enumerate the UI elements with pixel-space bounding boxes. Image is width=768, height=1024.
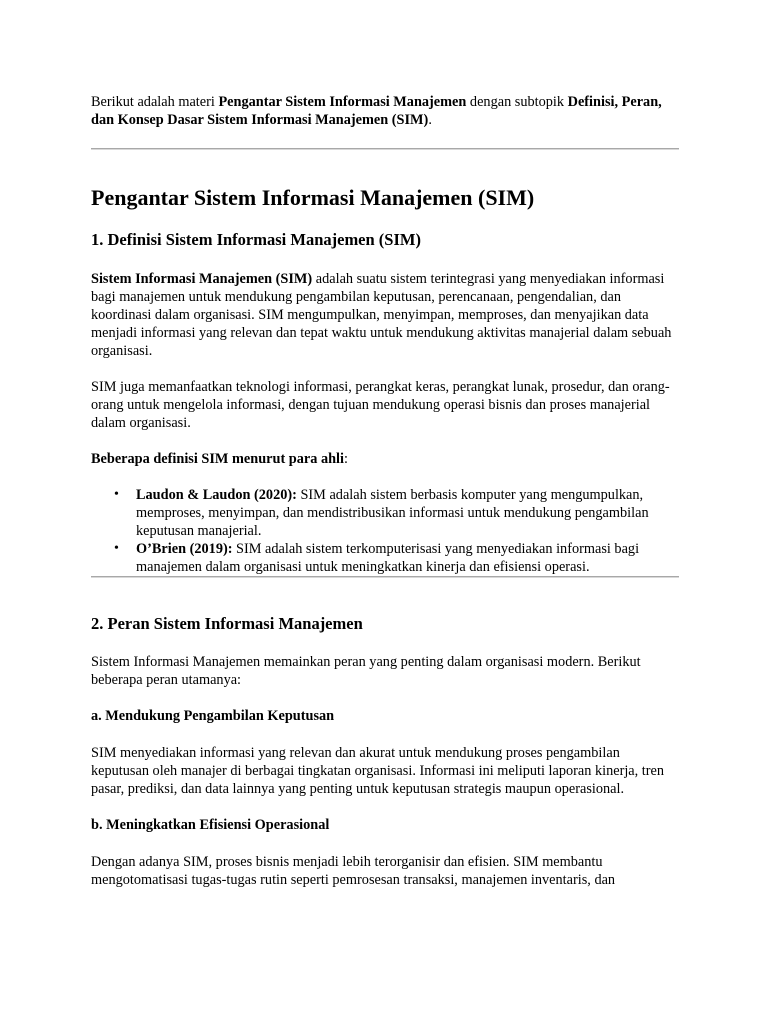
subsection-a-heading: a. Mendukung Pengambilan Keputusan [91,708,335,724]
section1-paragraph-1-text: adalah suatu sistem terintegrasi yang menyediakan informasi bagi manajemen untuk mendukung pengambilan keputusan, perencanaan, pengendalian, dan koordinasi dalam organisasi. SIM mengumpulkan, menyimpan, memproses, dan menyajikan data menjadi informasi yang relevan dan tepat waktu untuk mendukung aktivitas manajerial dalam sebuah organisasi. [91,271,672,359]
list-item [114,540,679,576]
divider-top [91,148,679,150]
section1-heading: 1. Definisi Sistem Informasi Manajemen (SIM) [91,230,421,249]
intro-paragraph [91,93,679,129]
expert-name: O’Brien (2019): [136,541,233,557]
intro-title: Pengantar Sistem Informasi Manajemen [218,94,467,110]
experts-heading-text: Beberapa definisi SIM menurut para ahli [91,451,344,467]
divider-middle [91,576,679,578]
subsection-b-text: Dengan adanya SIM, proses bisnis menjadi lebih terorganisir dan efisien. SIM membantu mengotomatisasi tugas-tugas rutin seperti pemrosesan transaksi, manajemen inventaris, dan [91,854,616,888]
page-title: Pengantar Sistem Informasi Manajemen (SIM) [91,185,535,210]
experts-heading-colon: : [344,451,348,467]
list-item [114,486,679,540]
expert-name: Laudon & Laudon (2020): [136,487,297,503]
intro-suffix: . [428,112,432,128]
intro-middle: dengan subtopik [466,94,568,110]
expert-definition: SIM adalah sistem berbasis komputer yang mengumpulkan, memproses, menyimpan, dan mendistribusikan informasi untuk mendukung pengambilan keputusan manajerial. [136,487,649,539]
section1-paragraph-1 [91,270,679,360]
section2-intro: Sistem Informasi Manajemen memainkan peran yang penting dalam organisasi modern. Berikut beberapa peran utamanya: [91,654,641,688]
section2-heading: 2. Peran Sistem Informasi Manajemen [91,614,363,633]
section1-paragraph-2: SIM juga memanfaatkan teknologi informasi, perangkat keras, perangkat lunak, prosedur, dan orang-orang untuk mengelola informasi, dengan tujuan mendukung operasi bisnis dan proses manajerial dalam organisasi. [91,379,670,431]
intro-subtopics: Definisi, Peran, dan Konsep Dasar Sistem Informasi Manajemen (SIM) [91,94,662,128]
intro-prefix: Berikut adalah materi [91,94,219,110]
subsection-a-text: SIM menyediakan informasi yang relevan dan akurat untuk mendukung proses pengambilan keputusan oleh manajer di berbagai tingkatan organisasi. Informasi ini meliputi laporan kinerja, tren pasar, prediksi, dan data lainnya yang penting untuk keputusan strategis maupun operasional. [91,745,665,797]
expert-definition: SIM adalah sistem terkomputerisasi yang menyediakan informasi bagi manajemen dalam organisasi untuk meningkatkan kinerja dan efisiensi operasi. [136,541,640,575]
bullet-icon: • [114,487,119,502]
sim-term: Sistem Informasi Manajemen (SIM) [91,271,313,287]
bullet-icon: • [114,541,119,556]
experts-heading [91,450,679,468]
experts-list [91,486,679,576]
subsection-b-heading: b. Meningkatkan Efisiensi Operasional [91,817,330,833]
document-page [91,93,679,889]
